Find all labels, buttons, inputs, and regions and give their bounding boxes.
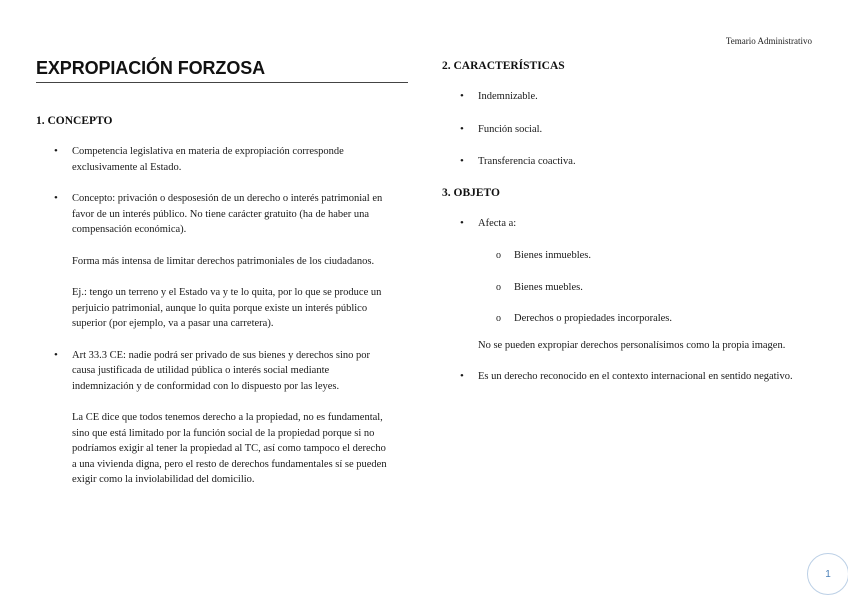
list-item: [72, 144, 392, 175]
objeto-list: [478, 216, 808, 385]
list-item: • Transferencia coactiva.: [478, 154, 814, 170]
objeto-note: No se pueden expropiar derechos personalísimos como la propia imagen.: [478, 339, 786, 351]
sub-list-item: o Bienes muebles.: [514, 280, 808, 296]
bullet-paragraph: Forma más intensa de limitar derechos patrimoniales de los ciudadanos.: [72, 255, 375, 267]
objeto-sub-list: [514, 248, 808, 327]
list-item: [478, 216, 808, 354]
list-item: [72, 191, 392, 332]
bullet-text: Competencia legislativa en materia de expropiación corresponde exclusivamente al Estado.: [72, 146, 344, 173]
section-heading-concepto: 1. CONCEPTO: [36, 115, 113, 127]
sub-list-item: o Derechos o propiedades incorporales.: [514, 311, 808, 327]
bullet-text: Art 33.3 CE: nadie podrá ser privado de sus bienes y derechos sino por causa justificada de utilidad pública o interés social mediante indemnización y de conformidad con lo dispuesto por las leyes.: [72, 349, 371, 392]
right-column: [442, 60, 814, 385]
header-label: Temario Administrativo: [725, 36, 812, 46]
list-item: • Indemnizable.: [478, 89, 814, 105]
section-heading-caracteristicas: 2. CARACTERÍSTICAS: [442, 60, 565, 72]
concepto-list: [72, 144, 392, 488]
list-item: • Función social.: [478, 122, 814, 138]
caracteristicas-list: [478, 89, 814, 170]
bullet-text: Afecta a:: [478, 217, 517, 229]
left-column: [36, 58, 408, 488]
page-number: [807, 553, 848, 595]
document-title: EXPROPIACIÓN FORZOSA: [36, 58, 408, 83]
list-item: [72, 348, 392, 488]
page-number-text: 1: [825, 568, 831, 580]
bullet-paragraph: Ej.: tengo un terreno y el Estado va y te lo quita, por lo que se produce un perjuicio patrimonial, aunque lo quita porque existe un interés público superior (por ejemplo, va a pasar una carretera).: [72, 287, 382, 329]
bullet-paragraph: La CE dice que todos tenemos derecho a la propiedad, no es fundamental, sino que está limitado por la función social de la propiedad porque si no podríamos exigir al tener la propiedad al TC, así como tampoco el derecho a una vivienda digna, pero el resto de derechos fundamentales sí se pueden exigir como la inviolabilidad del domicilio.: [72, 412, 387, 485]
section-heading-objeto: 3. OBJETO: [442, 186, 500, 199]
list-item: • Es un derecho reconocido en el contexto internacional en sentido negativo.: [478, 369, 808, 385]
sub-list-item: o Bienes inmuebles.: [514, 248, 808, 264]
bullet-text: Concepto: privación o desposesión de un derecho o interés patrimonial en favor de un interés público. No tiene carácter gratuito (ha de haber una compensación económica).: [72, 193, 383, 235]
